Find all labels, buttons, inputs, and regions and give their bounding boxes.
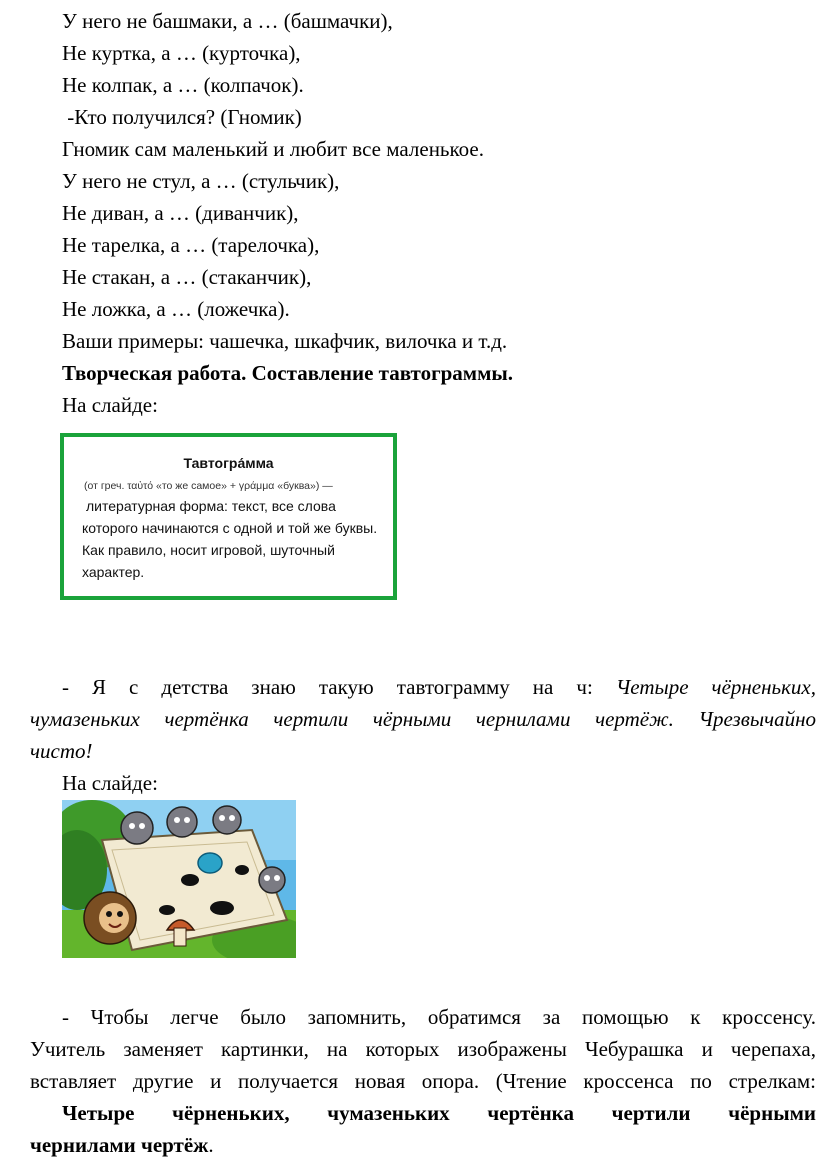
tautogram-text: чисто! bbox=[30, 739, 93, 763]
text-line: Не стакан, а … (стаканчик), bbox=[62, 265, 312, 289]
tautogram-bold-line: Четыре чёрненьких, чумазеньких чертёнка чертили чёрными bbox=[62, 1101, 816, 1125]
slide-definition-box bbox=[60, 433, 397, 600]
tautogram-bold-line bbox=[30, 1130, 816, 1160]
text-line: Не диван, а … (диванчик), bbox=[62, 201, 299, 225]
text-line: Не колпак, а … (колпачок). bbox=[62, 73, 304, 97]
paragraph-line bbox=[30, 672, 816, 702]
slide-definition: литературная форма: текст, все слова которого начинаются с одной и той же буквы. Как правило, носит игровой, шуточный характер. bbox=[82, 498, 378, 580]
text-line: Гномик сам маленький и любит все маленькое. bbox=[62, 137, 484, 161]
paragraph-text: - Я с детства знаю такую тавтограмму на ч: bbox=[62, 675, 616, 699]
text-line: Не куртка, а … (курточка), bbox=[62, 41, 301, 65]
slide-label: На слайде: bbox=[62, 393, 158, 417]
period: . bbox=[208, 1133, 214, 1157]
section-heading: Творческая работа. Составление тавтограммы. bbox=[62, 361, 514, 385]
text-line: У него не башмаки, а … (башмачки), bbox=[62, 9, 393, 33]
slide-label: На слайде: bbox=[62, 771, 158, 795]
devils-drawing-illustration-svg bbox=[62, 800, 296, 958]
paragraph-line: - Чтобы легче было запомнить, обратимся за помощью к кроссенсу. bbox=[62, 1005, 816, 1029]
text-line: Не тарелка, а … (тарелочка), bbox=[62, 233, 320, 257]
devils-drawing-illustration bbox=[62, 800, 296, 958]
tautogram-text: Четыре чёрненьких, bbox=[615, 675, 816, 699]
text-line: У него не стул, а … (стульчик), bbox=[62, 169, 340, 193]
paragraph-line: Учитель заменяет картинки, на которых изображены Чебурашка и черепаха, bbox=[30, 1037, 816, 1061]
text-line: Ваши примеры: чашечка, шкафчик, вилочка и т.д. bbox=[62, 329, 508, 353]
text-line: Не ложка, а … (ложечка). bbox=[62, 297, 290, 321]
slide-title: Тавтогра́мма bbox=[183, 455, 274, 471]
tautogram-bold-text: чернилами чертёж bbox=[30, 1133, 209, 1157]
slide-etymology: (от греч. ταὐτό «то же самое» + γράμμα «буква») — bbox=[84, 480, 333, 492]
tautogram-text: чумазеньких чертёнка чертили чёрными чернилами чертёж. Чрезвычайно bbox=[30, 707, 816, 731]
text-line: -Кто получился? (Гномик) bbox=[62, 105, 302, 129]
paragraph-line: вставляет другие и получается новая опора. (Чтение кроссенса по стрелкам: bbox=[30, 1069, 816, 1093]
